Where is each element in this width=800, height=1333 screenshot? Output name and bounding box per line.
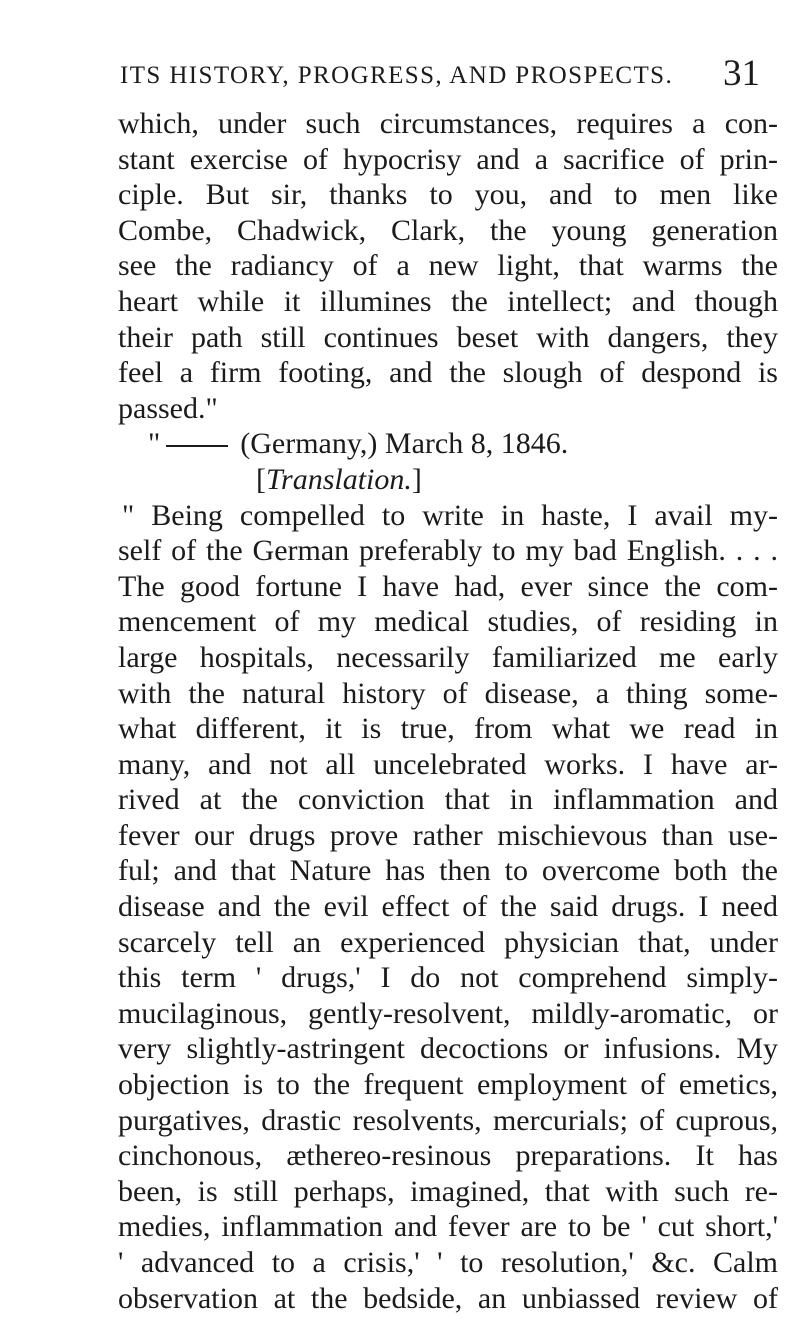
- quote-line: objection is to the frequent employment of emetics,: [118, 1068, 778, 1102]
- quote-line: large hospitals, necessarily familiarized me early: [118, 640, 778, 674]
- dateline-open-quote: ": [148, 427, 161, 461]
- quote-line: many, and not all uncelebrated works. I have ar-: [118, 747, 778, 781]
- quote-line: fever our drugs prove rather mischievous than use-: [118, 818, 778, 852]
- quote-line: disease and the evil effect of the said drugs. I need: [118, 890, 778, 924]
- text-line: their path still continues beset with dangers, they: [118, 320, 778, 354]
- page-number: 31: [723, 53, 760, 94]
- letter-dateline: [118, 426, 778, 462]
- body-text: [118, 106, 778, 1316]
- quote-line: with the natural history of disease, a thing some-: [118, 676, 778, 710]
- text-line: see the radiancy of a new light, that warms the: [118, 249, 778, 283]
- text-line: stant exercise of hypocrisy and a sacrifice of prin-: [118, 142, 778, 176]
- quote-line: rived at the conviction that in inflammation and: [118, 783, 778, 817]
- dateline-text: (Germany,) March 8, 1846.: [240, 427, 569, 461]
- quote-line: scarcely tell an experienced physician that, under: [118, 925, 778, 959]
- text-line: passed.": [118, 391, 218, 425]
- quote-line: cinchonous, æthereo-resinous preparations. It has: [118, 1139, 778, 1173]
- text-line: Combe, Chadwick, Clark, the young generation: [118, 213, 778, 247]
- quote-line: ful; and that Nature has then to overcome both the: [118, 854, 778, 888]
- quote-line: self of the German preferably to my bad English. . . .: [118, 534, 778, 568]
- quote-line: " Being compelled to write in haste, I avail my-: [122, 498, 778, 532]
- quote-line: purgatives, drastic resolvents, mercurials; of cuprous,: [118, 1103, 778, 1137]
- quote-line: mucilaginous, gently-resolvent, mildly-aromatic, or: [118, 996, 778, 1030]
- quote-line: ' advanced to a crisis,' ' to resolution,' &c. Calm: [118, 1246, 778, 1279]
- quote-line: this term ' drugs,' I do not comprehend simply-: [118, 961, 778, 995]
- text-line: feel a firm footing, and the slough of despond is: [118, 356, 778, 390]
- quote-line: been, is still perhaps, imagined, that with such re-: [118, 1174, 778, 1208]
- translation-label: Translation.: [266, 462, 412, 496]
- quote-line: observation at the bedside, an unbiassed review of: [118, 1281, 778, 1315]
- name-omitted-dash: [166, 445, 228, 447]
- text-line: which, under such circumstances, requires a con-: [118, 107, 778, 140]
- translation-note: [118, 462, 778, 498]
- text-line: heart while it illumines the intellect; and though: [118, 284, 778, 318]
- quote-line: very slightly-astringent decoctions or infusions. My: [118, 1032, 778, 1066]
- quote-line: medies, inflammation and fever are to be ' cut short,': [118, 1210, 778, 1244]
- translation-open-bracket: [: [256, 462, 266, 496]
- running-head: [120, 53, 760, 96]
- translation-close-bracket: ]: [411, 462, 422, 496]
- quote-line: what different, it is true, from what we read in: [118, 712, 778, 746]
- quote-line: mencement of my medical studies, of residing in: [118, 605, 778, 639]
- quote-line: The good fortune I have had, ever since the com-: [118, 569, 778, 603]
- text-line: ciple. But sir, thanks to you, and to men like: [118, 178, 778, 212]
- running-title: ITS HISTORY, PROGRESS, AND PROSPECTS.: [120, 62, 674, 89]
